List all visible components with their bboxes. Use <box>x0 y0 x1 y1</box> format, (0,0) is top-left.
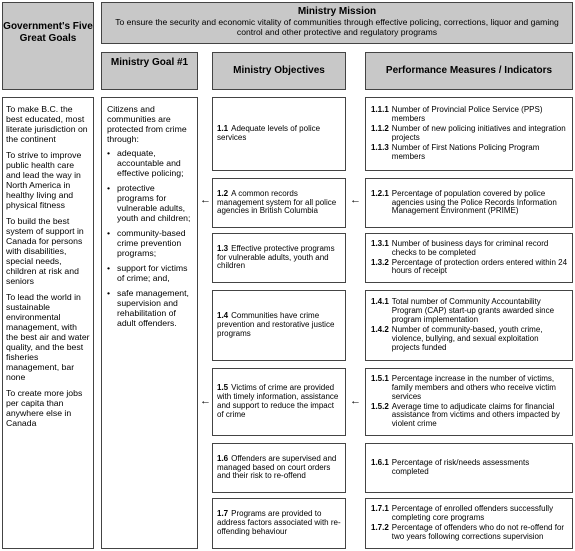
measure-row <box>371 144 567 162</box>
measure-row <box>371 403 567 430</box>
measure-row <box>371 298 567 325</box>
measure-number: 1.3.2 <box>371 257 389 267</box>
measure-number: 1.2.1 <box>371 188 389 198</box>
ministry-objectives-header: Ministry Objectives <box>212 52 346 90</box>
objective-box <box>212 233 346 283</box>
measure-box <box>365 368 573 436</box>
ministry-goal-bullet: • protective programs for vulnerable adults, youth and children; <box>107 183 193 223</box>
objective-text: Adequate levels of police services <box>217 124 321 142</box>
measure-box <box>365 290 573 361</box>
objective-text: A common records management system for all police agencies in British Columbia <box>217 188 337 216</box>
ministry-mission-header <box>101 2 573 44</box>
measure-row <box>371 375 567 402</box>
measure-text: Number of First Nations Policing Program members <box>391 142 540 161</box>
measure-text: Number of new policing initiatives and integration projects <box>391 124 566 142</box>
measure-text: Total number of Community Accountability Program (CAP) start-up grants awarded since program implementation <box>391 297 555 325</box>
measure-row <box>371 125 567 143</box>
objective-text: Offenders are supervised and managed based on court orders and their risk to re-offend <box>217 453 337 481</box>
measure-text: Number of community-based, youth crime, violence, bullying, and sexual exploitation projects funded <box>391 325 543 352</box>
objective-box <box>212 178 346 228</box>
measure-row <box>371 106 567 124</box>
measure-text: Number of Provincial Police Service (PPS) members <box>391 105 543 124</box>
measure-number: 1.4.2 <box>371 325 389 334</box>
measure-box <box>365 498 573 549</box>
ministry-goal-bullet: • adequate, accountable and effective policing; <box>107 148 193 178</box>
measure-box <box>365 443 573 493</box>
mission-title: Ministry Mission <box>297 6 377 17</box>
objective-text: Programs are provided to address factors associated with re-offending behaviour <box>217 509 341 536</box>
great-goals-column <box>2 97 94 549</box>
measure-text: Percentage increase in the number of victims, family members and others who receive victim services <box>391 373 556 401</box>
objective-box <box>212 290 346 361</box>
measure-text: Average time to adjudicate claims for financial assistance from victims and others impacted by violent crime <box>391 401 560 429</box>
measure-number: 1.1.1 <box>371 105 389 115</box>
measure-number: 1.4.1 <box>371 297 389 307</box>
measure-number: 1.7.1 <box>371 504 389 514</box>
objective-number: 1.1 <box>217 124 229 134</box>
measure-text: Number of business days for criminal record checks to be completed <box>391 238 549 257</box>
measure-row <box>371 524 567 542</box>
objective-number: 1.6 <box>217 453 229 463</box>
objective-number: 1.4 <box>217 311 229 321</box>
measure-row <box>371 505 567 523</box>
measure-box <box>365 233 573 283</box>
measure-number: 1.5.1 <box>371 373 389 383</box>
great-goal-item: To lead the world in sustainable environmental management, with the best air and water quality, and the best fisheries management, bar none <box>6 292 90 382</box>
objective-box <box>212 443 346 493</box>
government-goals-header: Government's Five Great Goals <box>2 2 94 90</box>
measure-number: 1.6.1 <box>371 458 389 468</box>
objective-box <box>212 97 346 171</box>
objective-number: 1.3 <box>217 243 229 253</box>
measure-number: 1.5.2 <box>371 401 389 411</box>
measure-box <box>365 178 573 228</box>
measure-row <box>371 326 567 353</box>
ministry-goal-list <box>107 148 193 328</box>
objective-text: Effective protective programs for vulnerable adults, youth and children <box>217 243 335 271</box>
measure-row <box>371 459 567 477</box>
objective-number: 1.7 <box>217 509 229 519</box>
ministry-goal-bullet: • support for victims of crime; and, <box>107 263 193 283</box>
ministry-goal-bullet: • community-based crime prevention programs; <box>107 228 193 258</box>
performance-measures-header: Performance Measures / Indicators <box>365 52 573 90</box>
great-goal-item: To create more jobs per capita than anywhere else in Canada <box>6 388 83 428</box>
mission-text: To ensure the security and economic vitality of communities through effective policing, corrections, liquor and gaming control and other protective and regulatory programs <box>115 17 559 38</box>
great-goal-item: To make B.C. the best educated, most literate jurisdiction on the continent <box>6 104 88 144</box>
measure-number: 1.1.3 <box>371 142 389 152</box>
ministry-goal-header: Ministry Goal #1 <box>101 52 198 90</box>
great-goal-item: To strive to improve public health care and lead the way in North America in healthy living and physical fitness <box>6 150 82 210</box>
measure-row <box>371 259 567 277</box>
measure-number: 1.7.2 <box>371 523 389 532</box>
objective-box <box>212 368 346 436</box>
arrow-left-icon: ← <box>350 395 361 407</box>
measure-number: 1.3.1 <box>371 238 389 248</box>
measure-row <box>371 190 567 217</box>
arrow-left-icon: ← <box>350 194 361 206</box>
objective-text: Communities have crime prevention and restorative justice programs <box>217 311 335 338</box>
objective-text: Victims of crime are provided with timely information, assistance and support to reduce the impact of crime <box>217 383 339 419</box>
measure-text: Percentage of risk/needs assessments completed <box>391 458 530 476</box>
arrow-left-icon: ← <box>200 395 211 407</box>
measure-row <box>371 240 567 258</box>
ministry-goal-column <box>101 97 198 549</box>
measure-number: 1.1.2 <box>371 124 389 134</box>
measure-text: Percentage of protection orders entered within 24 hours of receipt <box>391 257 568 276</box>
great-goal-item: To build the best system of support in Canada for persons with disabilities, special needs, children at risk and seniors <box>6 216 84 286</box>
measure-box <box>365 97 573 171</box>
objective-number: 1.5 <box>217 383 229 393</box>
measure-text: Percentage of offenders who do not re-offend for two years following corrections supervision <box>391 523 565 541</box>
ministry-goal-intro: Citizens and communities are protected from crime through: <box>107 104 187 144</box>
arrow-left-icon: ← <box>200 194 211 206</box>
measure-text: Percentage of enrolled offenders successfully completing core programs <box>391 504 554 523</box>
objective-number: 1.2 <box>217 188 229 198</box>
measure-text: Percentage of population covered by police agencies using the Police Records Information Management Environment (PRIME) <box>391 188 557 216</box>
ministry-goal-bullet: • safe management, supervision and rehabilitation of adult offenders. <box>107 288 193 328</box>
objective-box <box>212 498 346 549</box>
